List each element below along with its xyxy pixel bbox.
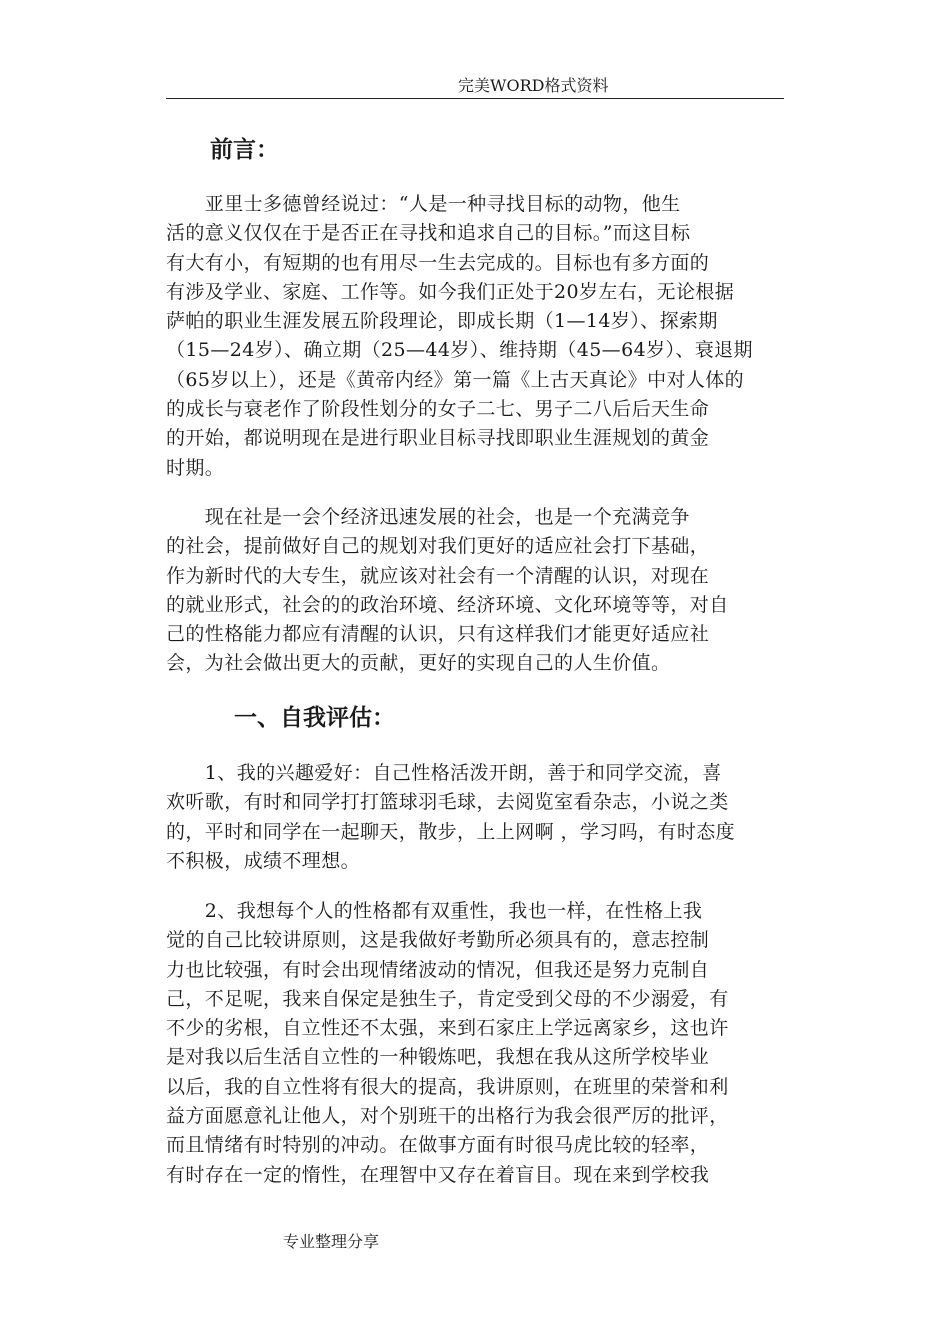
header-text: 完美WORD格式资料 — [458, 76, 609, 95]
text-line: 亚里士多德曾经说过：“人是一种寻找目标的动物，他生 — [166, 193, 681, 215]
text-line: 时期。 — [166, 456, 225, 479]
self-assessment-heading: 一、自我评估： — [234, 705, 395, 731]
text-line: 现在社是一会个经济迅速发展的社会，也是一个充满竞争 — [166, 506, 690, 528]
preface-paragraph-1 — [166, 190, 788, 483]
text-line: 1、我的兴趣爱好：自己性格活泼开朗，善于和同学交流，喜 — [166, 762, 722, 784]
interests-paragraph — [166, 759, 788, 876]
text-line: 的社会，提前做好自己的规划对我们更好的适应社会打下基础， — [166, 535, 710, 558]
text-line: 而且情绪有时特别的冲动。在做事方面有时很马虎比较的轻率， — [166, 1134, 710, 1157]
text-line: 是对我以后生活自立性的一种锻炼吧，我想在我从这所学校毕业 — [166, 1046, 710, 1069]
text-line: 的就业形式，社会的的政治环境、经济环境、文化环境等等，对自 — [166, 593, 729, 616]
text-line: 不积极，成绩不理想。 — [166, 849, 361, 872]
preface-heading: 前言： — [210, 137, 279, 163]
preface-paragraph-2 — [166, 503, 788, 679]
text-line: 己，不足呢，我来自保定是独生子，肯定受到父母的不少溺爱，有 — [166, 987, 729, 1010]
text-line: 有时存在一定的惰性，在理智中又存在着盲目。现在来到学校我 — [166, 1163, 710, 1186]
text-line: 的，平时和同学在一起聊天，散步，上上网啊 ，学习吗，有时态度 — [166, 820, 736, 843]
text-line: 2、我想每个人的性格都有双重性，我也一样，在性格上我 — [166, 900, 703, 922]
text-line: 以后，我的自立性将有很大的提高，我讲原则，在班里的荣誉和利 — [166, 1075, 729, 1098]
text-line: （65岁以上），还是《黄帝内经》第一篇《上古天真论》中对人体的 — [166, 368, 745, 391]
text-line: 不少的劣根，自立性还不太强，来到石家庄上学远离家乡，这也许 — [166, 1017, 729, 1040]
text-line: 萨帕的职业生涯发展五阶段理论，即成长期（1—14岁）、探索期 — [166, 310, 718, 333]
text-line: 有涉及学业、家庭、工作等。如今我们正处于20岁左右，无论根据 — [166, 280, 735, 303]
text-line: 力也比较强，有时会出现情绪波动的情况，但我还是努力克制自 — [166, 958, 710, 981]
text-line: 欢听歌，有时和同学打打篮球羽毛球，去阅览室看杂志，小说之类 — [166, 791, 729, 814]
personality-paragraph — [166, 897, 788, 1190]
text-line: 的开始，都说明现在是进行职业目标寻找即职业生涯规划的黄金 — [166, 427, 710, 450]
text-line: 益方面愿意礼让他人，对个别班干的出格行为我会很严厉的批评， — [166, 1105, 729, 1128]
text-line: 活的意义仅仅在于是否正在寻找和追求自己的目标。”而这目标 — [166, 222, 691, 245]
header-divider — [166, 98, 784, 99]
text-line: 的成长与衰老作了阶段性划分的女子二七、男子二八后后天生命 — [166, 398, 710, 421]
text-line: 觉的自己比较讲原则，这是我做好考勤所必须具有的，意志控制 — [166, 929, 710, 952]
text-line: 己的性格能力都应有清醒的认识，只有这样我们才能更好适应社 — [166, 623, 710, 646]
text-line: 有大有小，有短期的也有用尽一生去完成的。目标也有多方面的 — [166, 251, 710, 274]
text-line: 会，为社会做出更大的贡献，更好的实现自己的人生价值。 — [166, 652, 671, 675]
text-line: 作为新时代的大专生，就应该对社会有一个清醒的认识，对现在 — [166, 564, 710, 587]
footer-text: 专业整理分享 — [283, 1232, 380, 1251]
text-line: （15—24岁）、确立期（25—44岁）、维持期（45—64岁）、衰退期 — [166, 339, 753, 362]
